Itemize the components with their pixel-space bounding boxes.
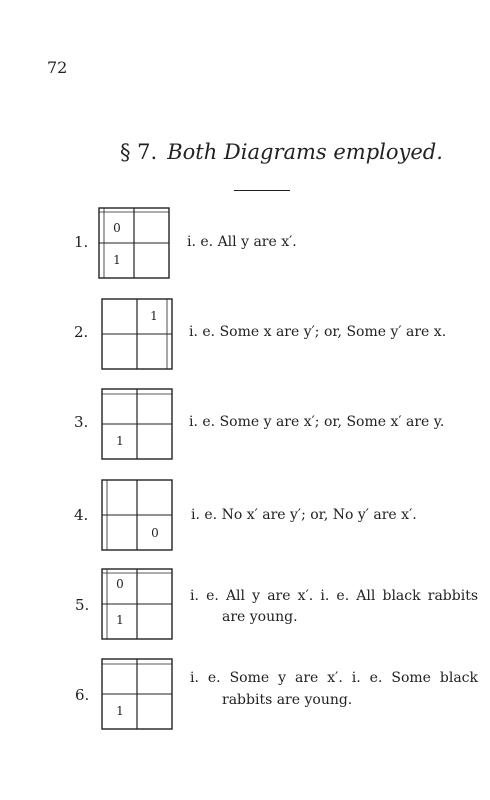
- item-number: 4.: [74, 506, 89, 524]
- diagram-lines: [98, 207, 170, 279]
- cell-marker: 1: [116, 434, 124, 448]
- cell-marker: 1: [116, 613, 124, 627]
- cell-marker: 0: [113, 221, 121, 235]
- logic-diagram: [98, 207, 170, 279]
- item-number: 2.: [74, 323, 89, 341]
- diagram-lines: [101, 298, 173, 370]
- item-text-line1: i. e. Some y are x′. i. e. Some black: [190, 670, 478, 686]
- item-text-line1: i. e. All y are x′. i. e. All black rabbits: [190, 588, 478, 604]
- diagram-lines: [101, 388, 173, 460]
- diagram-lines: [101, 658, 173, 730]
- cell-marker: 1: [116, 704, 124, 718]
- item-number: 1.: [74, 233, 89, 251]
- item-text: i. e. All y are x′.: [187, 234, 297, 250]
- item-number: 6.: [75, 686, 90, 704]
- cell-marker: 1: [113, 253, 121, 267]
- item-text-line2: are young.: [222, 609, 298, 625]
- item-number: 3.: [74, 413, 89, 431]
- item-text: i. e. Some y are x′; or, Some x′ are y.: [189, 414, 445, 430]
- cell-marker: 0: [116, 577, 124, 591]
- item-text: i. e. No x′ are y′; or, No y′ are x′.: [191, 507, 417, 523]
- section-symbol: § 7.: [120, 140, 158, 164]
- item-number: 5.: [75, 596, 90, 614]
- logic-diagram: [101, 568, 173, 640]
- section-heading: Both Diagrams employed.: [167, 140, 443, 164]
- section-title: [120, 140, 443, 164]
- page-number: 72: [47, 58, 68, 77]
- logic-diagram: [101, 388, 173, 460]
- logic-diagram: [101, 298, 173, 370]
- cell-marker: 0: [151, 526, 159, 540]
- diagram-lines: [101, 479, 173, 551]
- logic-diagram: [101, 479, 173, 551]
- item-text-line2: rabbits are young.: [222, 692, 353, 708]
- item-text: i. e. Some x are y′; or, Some y′ are x.: [189, 324, 447, 340]
- section-rule: [234, 190, 290, 191]
- cell-marker: 1: [150, 309, 158, 323]
- logic-diagram: [101, 658, 173, 730]
